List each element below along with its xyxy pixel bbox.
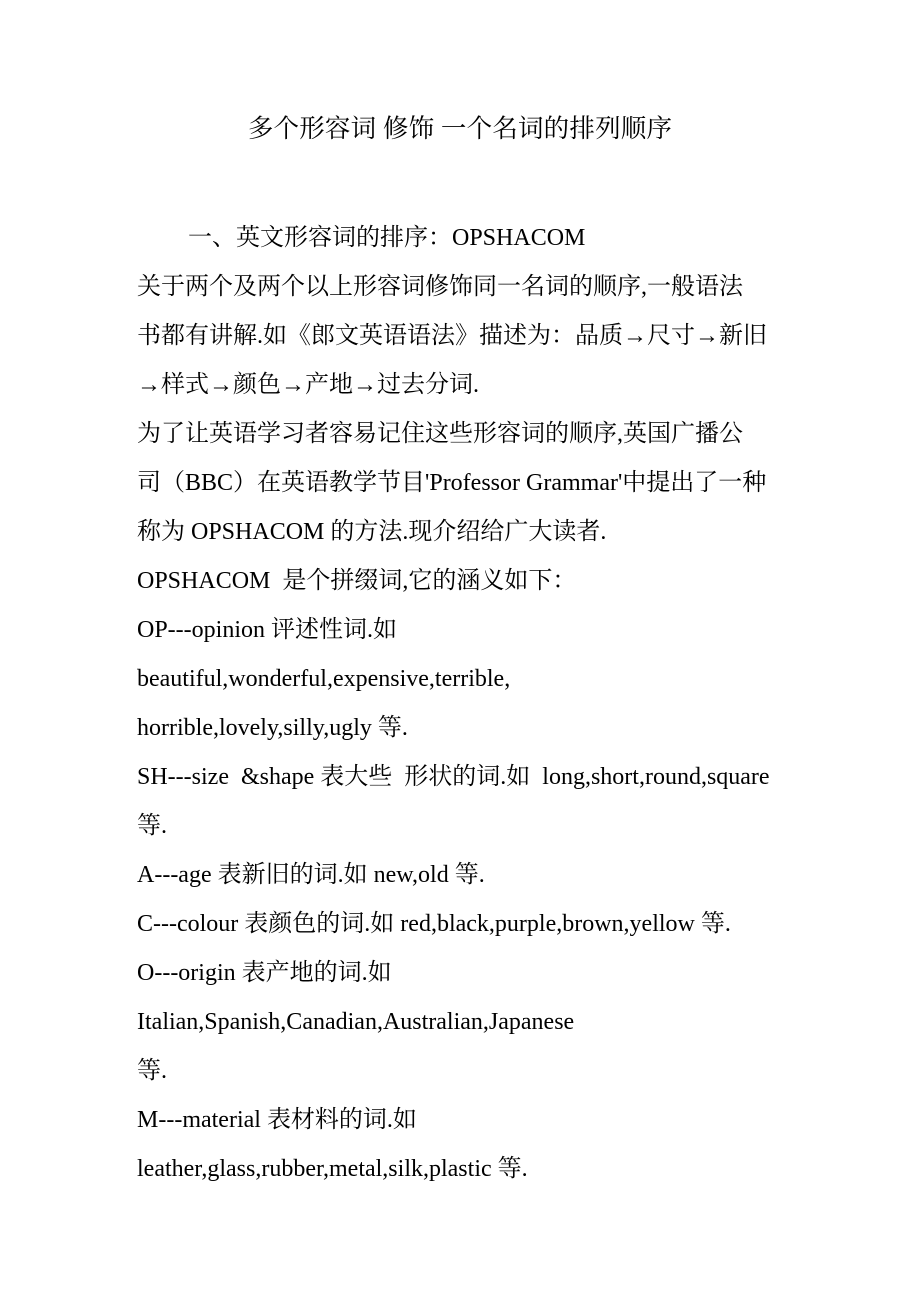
body-line: leather,glass,rubber,metal,silk,plastic 等. xyxy=(137,1156,528,1182)
body-line: beautiful,wonderful,expensive,terrible, xyxy=(137,666,511,692)
body-line: horrible,lovely,silly,ugly 等. xyxy=(137,715,408,741)
body-line: SH---size &shape 表大些 形状的词.如 long,short,round,square xyxy=(137,764,770,790)
section-heading: 一、英文形容词的排序：OPSHACOM xyxy=(188,225,586,251)
document-body xyxy=(137,214,809,1194)
body-line: 关于两个及两个以上形容词修饰同一名词的顺序,一般语法 xyxy=(137,274,743,300)
body-line: OP---opinion 评述性词.如 xyxy=(137,617,397,643)
body-line: 等. xyxy=(137,813,167,839)
body-line: 等. xyxy=(137,1058,167,1084)
body-line: C---colour 表颜色的词.如 red,black,purple,brown,yellow 等. xyxy=(137,911,731,937)
body-line: 书都有讲解.如《郎文英语语法》描述为：品质→尺寸→新旧 xyxy=(137,323,767,349)
page-title: 多个形容词 修饰 一个名词的排列顺序 xyxy=(247,114,673,143)
body-line: A---age 表新旧的词.如 new,old 等. xyxy=(137,862,485,888)
body-line: OPSHACOM 是个拼缀词,它的涵义如下： xyxy=(137,568,577,594)
body-line: M---material 表材料的词.如 xyxy=(137,1107,417,1133)
body-line: 称为 OPSHACOM 的方法.现介绍给广大读者. xyxy=(137,519,607,545)
body-line: 为了让英语学习者容易记住这些形容词的顺序,英国广播公 xyxy=(137,421,743,447)
body-line: →样式→颜色→产地→过去分词. xyxy=(137,372,479,398)
body-line: Italian,Spanish,Canadian,Australian,Japanese xyxy=(137,1009,575,1035)
body-line: 司（BBC）在英语教学节目'Professor Grammar'中提出了一种 xyxy=(137,470,767,496)
body-line: O---origin 表产地的词.如 xyxy=(137,960,392,986)
